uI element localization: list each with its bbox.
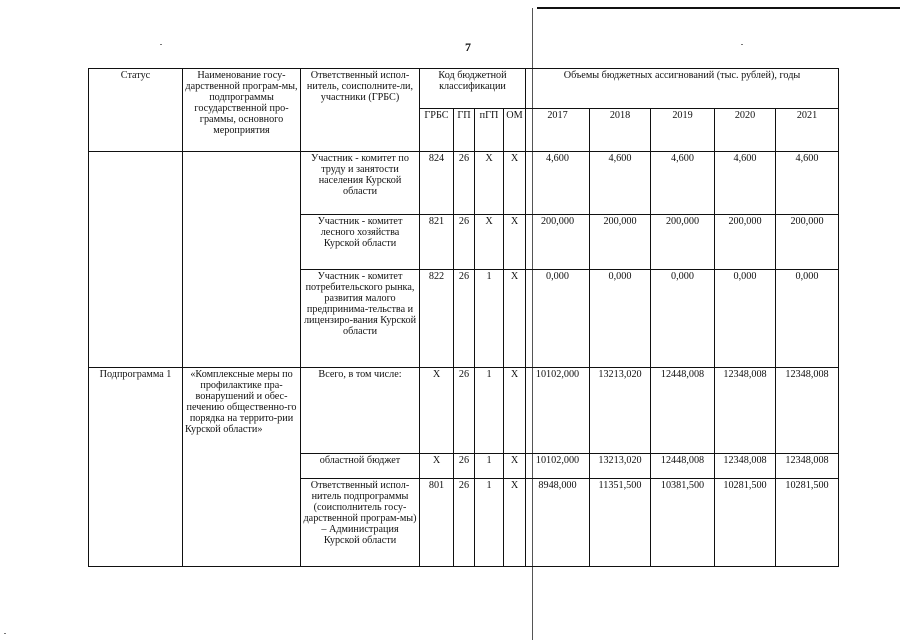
value-2017-cell: 0,000 [526,270,590,368]
code-grbs-cell: X [420,368,454,454]
code-grbs-cell: X [420,454,454,479]
code-om-cell: X [504,368,526,454]
code-grbs-cell: 822 [420,270,454,368]
value-2020-cell: 0,000 [715,270,776,368]
value-2021-cell: 12348,008 [776,368,839,454]
responsible-cell: Ответственный испол-нитель подпрограммы (соисполнитель госу-дарственной програм-мы) – Администрация Курской области [301,479,420,567]
value-2021-cell: 10281,500 [776,479,839,567]
table-row [89,368,839,454]
value-2018-cell: 13213,020 [590,368,651,454]
value-2019-cell: 10381,500 [651,479,715,567]
code-om-cell: X [504,270,526,368]
value-2019-cell: 12448,008 [651,368,715,454]
top-rule [537,7,900,9]
code-pgp-cell: 1 [475,454,504,479]
header-row-1 [89,69,839,109]
header-code-grbs: ГРБС [420,109,454,152]
subprogram-status-cell: Подпрограмма 1 [89,368,183,567]
value-2017-cell: 4,600 [526,152,590,215]
header-year-2021: 2021 [776,109,839,152]
value-2021-cell: 200,000 [776,215,839,270]
value-2020-cell: 12348,008 [715,454,776,479]
status-cell-empty [89,152,183,368]
header-volume-group: Объемы бюджетных ассигнований (тыс. рублей), годы [526,69,839,109]
header-code-pgp: пГП [475,109,504,152]
code-om-cell: X [504,215,526,270]
responsible-cell: Участник - комитет лесного хозяйства Курской области [301,215,420,270]
value-2021-cell: 12348,008 [776,454,839,479]
responsible-cell: Участник - комитет потребительского рынка, развития малого предпринима-тельства и лицензиро-вания Курской области [301,270,420,368]
code-gp-cell: 26 [454,152,475,215]
value-2019-cell: 0,000 [651,270,715,368]
code-gp-cell: 26 [454,368,475,454]
code-grbs-cell: 801 [420,479,454,567]
code-pgp-cell: X [475,215,504,270]
scan-speck [160,44,162,45]
header-status: Статус [89,69,183,152]
budget-table [88,68,839,567]
value-2019-cell: 200,000 [651,215,715,270]
code-pgp-cell: X [475,152,504,215]
scan-speck [741,44,743,45]
responsible-cell: Участник - комитет по труду и занятости населения Курской области [301,152,420,215]
name-cell-empty [183,152,301,368]
value-2021-cell: 0,000 [776,270,839,368]
header-code-om: ОМ [504,109,526,152]
value-2018-cell: 4,600 [590,152,651,215]
code-gp-cell: 26 [454,479,475,567]
value-2019-cell: 12448,008 [651,454,715,479]
value-2018-cell: 13213,020 [590,454,651,479]
value-2017-cell: 8948,000 [526,479,590,567]
code-grbs-cell: 821 [420,215,454,270]
code-gp-cell: 26 [454,215,475,270]
code-pgp-cell: 1 [475,479,504,567]
value-2020-cell: 4,600 [715,152,776,215]
code-gp-cell: 26 [454,454,475,479]
code-gp-cell: 26 [454,270,475,368]
value-2018-cell: 0,000 [590,270,651,368]
header-year-2020: 2020 [715,109,776,152]
value-2020-cell: 10281,500 [715,479,776,567]
value-2021-cell: 4,600 [776,152,839,215]
scan-speck [4,633,6,634]
header-responsible: Ответственный испол-нитель, соисполните-ли, участники (ГРБС) [301,69,420,152]
table-row [89,152,839,215]
value-2020-cell: 12348,008 [715,368,776,454]
page-number: 7 [465,40,471,54]
header-year-2017: 2017 [526,109,590,152]
value-2019-cell: 4,600 [651,152,715,215]
responsible-cell: областной бюджет [301,454,420,479]
value-2018-cell: 200,000 [590,215,651,270]
value-2018-cell: 11351,500 [590,479,651,567]
header-code-group: Код бюджетной классификации [420,69,526,109]
value-2017-cell: 10102,000 [526,454,590,479]
code-grbs-cell: 824 [420,152,454,215]
header-code-gp: ГП [454,109,475,152]
code-om-cell: X [504,454,526,479]
code-om-cell: X [504,479,526,567]
subprogram-name-cell: «Комплексные меры по профилактике пра-вонарушений и обес-печению общественно-го порядка на террито-рии Курской области» [183,368,301,567]
header-year-2018: 2018 [590,109,651,152]
value-2017-cell: 10102,000 [526,368,590,454]
header-year-2019: 2019 [651,109,715,152]
code-pgp-cell: 1 [475,270,504,368]
value-2017-cell: 200,000 [526,215,590,270]
header-name: Наименование госу-дарственной програм-мы, подпрограммы государственной про-граммы, основного мероприятия [183,69,301,152]
code-om-cell: X [504,152,526,215]
code-pgp-cell: 1 [475,368,504,454]
value-2020-cell: 200,000 [715,215,776,270]
responsible-cell: Всего, в том числе: [301,368,420,454]
